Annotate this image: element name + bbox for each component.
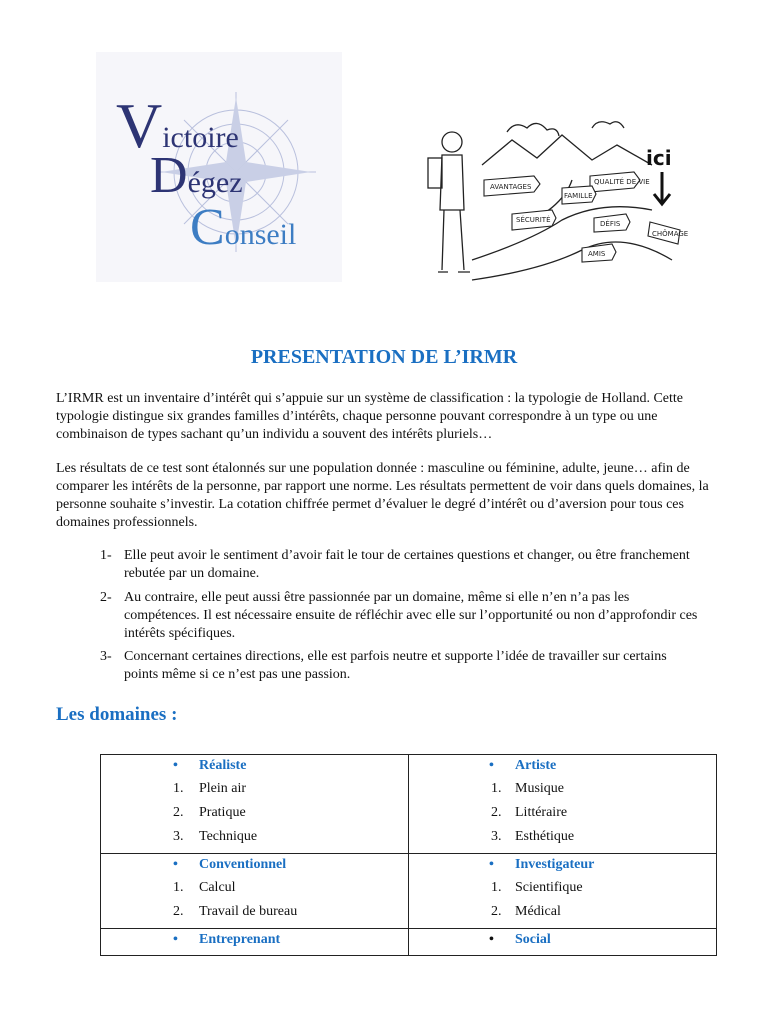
results-paragraph: Les résultats de ce test sont étalonnés sur une population donnée : masculine ou féminine, adulte, jeune… afin de comparer les intérêts de la personne, par rapport une norme. Les résultats permettent de voir dans quels domaines, la personne souhaite s’investir. La cotation chiffrée permet d’évaluer le degré d’intérêt ou d’aversion pour tous ces domaines professionnels. (56, 461, 709, 530)
domain-name: Conventionnel (199, 857, 287, 872)
logo-line-conseil: Conseil (190, 199, 297, 256)
domain-name: Entreprenant (199, 932, 281, 947)
list-item: Travail de bureau (199, 904, 298, 919)
svg-text:DÉFIS: DÉFIS (600, 220, 621, 228)
domain-name: Investigateur (515, 857, 595, 872)
svg-text:FAMILLE: FAMILLE (564, 192, 593, 200)
bullet-icon: • (489, 857, 494, 872)
svg-text:QUALITÉ DE VIE: QUALITÉ DE VIE (594, 178, 650, 186)
intro-paragraph: L’IRMR est un inventaire d’intérêt qui s’appuie sur un système de classification : la typologie de Holland. Cette typologie distingue six grandes familles d’intérêts, chaque personne pouvant correspondre à un type ou une combinaison de types sachant qu’un individu a souvent des intérêts pluriels… (56, 391, 684, 442)
svg-text:AMIS: AMIS (588, 250, 606, 258)
bullet-icon: • (173, 932, 178, 947)
list-item: Médical (515, 904, 561, 919)
bullet-icon: • (489, 932, 494, 947)
bullet-icon: • (173, 857, 178, 872)
domain-name: Réaliste (199, 758, 247, 773)
bullet-icon: • (173, 758, 178, 773)
list-item: Technique (199, 829, 258, 844)
bullet-icon: • (489, 758, 494, 773)
table-cell: • Conventionnel 1. Calcul 2. Travail de bureau (101, 854, 409, 929)
list-item: Pratique (199, 805, 246, 820)
list-item: Littéraire (515, 805, 568, 820)
list-item: Scientifique (515, 880, 583, 895)
domains-heading: Les domaines : (56, 704, 178, 725)
domain-name: Social (515, 932, 551, 947)
table-cell: • Réaliste 1. Plein air 2. Pratique 3. Technique (101, 755, 409, 854)
domains-table (100, 754, 717, 956)
logo-line-victoire: Victoire (116, 90, 239, 161)
svg-text:ici: ici (646, 146, 672, 170)
domain-name: Artiste (515, 758, 557, 773)
logo-line-degez: Dégez (150, 147, 243, 204)
list-item: Esthétique (515, 829, 575, 844)
table-cell (409, 929, 717, 956)
company-logo (96, 52, 342, 282)
page-title: PRESENTATION DE L’IRMR (250, 346, 518, 368)
list-item: Plein air (199, 781, 247, 796)
table-cell: • Artiste 1. Musique 2. Littéraire 3. Esthétique (409, 755, 717, 854)
career-path-illustration (412, 110, 688, 286)
table-cell: • Investigateur 1. Scientifique 2. Médical (409, 854, 717, 929)
svg-text:AVANTAGES: AVANTAGES (490, 183, 532, 191)
svg-text:CHÔMAGE: CHÔMAGE (652, 230, 688, 238)
list-item: Calcul (199, 880, 236, 895)
table-cell (101, 929, 409, 956)
svg-text:SÉCURITÉ: SÉCURITÉ (516, 216, 551, 224)
list-item: Musique (515, 781, 564, 796)
